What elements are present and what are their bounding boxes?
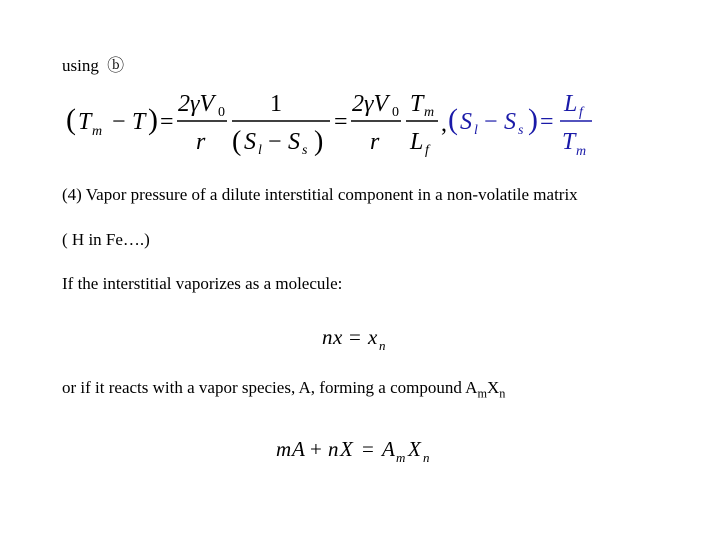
compound-sentence-text: or if it reacts with a vapor species, A, forming a compound A — [62, 378, 478, 397]
entropy-frac-numerator-sub: f — [579, 105, 583, 120]
entropy-minus: − — [484, 109, 498, 135]
compound-m: m — [276, 437, 292, 461]
frac2-den-close-paren: ) — [314, 126, 324, 157]
compound-equation-svg — [272, 434, 452, 468]
compound-X: X — [340, 437, 353, 461]
equals-1: = — [160, 109, 174, 135]
using-prefix: using — [62, 56, 99, 75]
lhs-T: T — [132, 109, 146, 135]
frac1-numerator-sub: 0 — [218, 105, 225, 120]
molecule-x2: x — [368, 325, 378, 349]
compound-equals: = — [362, 437, 374, 461]
entropy-sub-s: s — [518, 123, 524, 138]
compound-sentence-sub-m: m — [477, 386, 487, 401]
equals-3: = — [540, 109, 554, 135]
frac1-numerator: 2γV — [178, 91, 215, 117]
molecule-x: x — [333, 325, 343, 349]
example-note: ( H in Fe….) — [62, 230, 150, 249]
entropy-relation — [448, 91, 592, 159]
compound-A2: A — [382, 437, 395, 461]
molecule-sentence: If the interstitial vaporizes as a molecule: — [62, 274, 343, 293]
molecule-equals: = — [349, 325, 361, 349]
undercooling-equation — [60, 84, 620, 166]
compound-sentence — [62, 378, 506, 401]
frac3-denominator: r — [370, 129, 380, 155]
frac3-numerator: 2γV — [352, 91, 389, 117]
lhs-close-paren: ) — [148, 103, 158, 136]
circled-b-marker: ⓑ — [107, 56, 125, 75]
entropy-close-paren: ) — [528, 103, 538, 136]
using-label — [62, 56, 124, 76]
frac4-denominator: L — [410, 129, 424, 155]
frac2-den-open-paren: ( — [232, 126, 242, 157]
frac2-den-S2: S — [288, 129, 300, 155]
equals-2: = — [334, 109, 348, 135]
frac2-den-sub-s: s — [302, 143, 308, 158]
compound-sentence-X: X — [487, 378, 500, 397]
compound-X2: X — [408, 437, 421, 461]
lhs-open-paren: ( — [66, 103, 76, 136]
molecule-sub-n: n — [379, 338, 386, 353]
frac3-numerator-sub: 0 — [392, 105, 399, 120]
frac4-numerator-sub: m — [424, 105, 435, 120]
section-heading: (4) Vapor pressure of a dilute interstitial component in a non-volatile matrix — [62, 185, 578, 204]
compound-sub-n: n — [423, 450, 430, 465]
compound-A: A — [292, 437, 305, 461]
lhs-Tm: T — [78, 109, 92, 135]
entropy-frac-denominator-sub: m — [576, 144, 587, 159]
entropy-open-paren: ( — [448, 103, 458, 136]
frac4-denominator-sub: f — [425, 143, 429, 158]
entropy-S: S — [460, 109, 472, 135]
frac2-numerator: 1 — [270, 91, 282, 117]
lhs-Tm-sub: m — [92, 124, 103, 139]
lhs-minus: − — [112, 109, 126, 135]
compound-sub-m: m — [396, 450, 406, 465]
entropy-frac-denominator: T — [562, 129, 576, 155]
compound-equation — [272, 434, 452, 468]
entropy-S2: S — [504, 109, 516, 135]
frac1-denominator: r — [196, 129, 206, 155]
entropy-frac-numerator: L — [564, 91, 578, 117]
frac2-den-S: S — [244, 129, 256, 155]
frac2-den-minus: − — [268, 129, 282, 155]
frac4-numerator: T — [410, 91, 424, 117]
molecule-n: n — [322, 325, 333, 349]
compound-n: n — [328, 437, 339, 461]
compound-plus: + — [310, 437, 322, 461]
equation-comma: , — [441, 111, 447, 137]
entropy-sub-l: l — [474, 123, 478, 138]
molecule-equation — [318, 322, 402, 354]
molecule-equation-svg — [318, 322, 402, 354]
undercooling-equation-svg — [60, 84, 620, 166]
frac2-den-sub-l: l — [258, 143, 262, 158]
compound-sentence-sub-n: n — [499, 386, 506, 401]
